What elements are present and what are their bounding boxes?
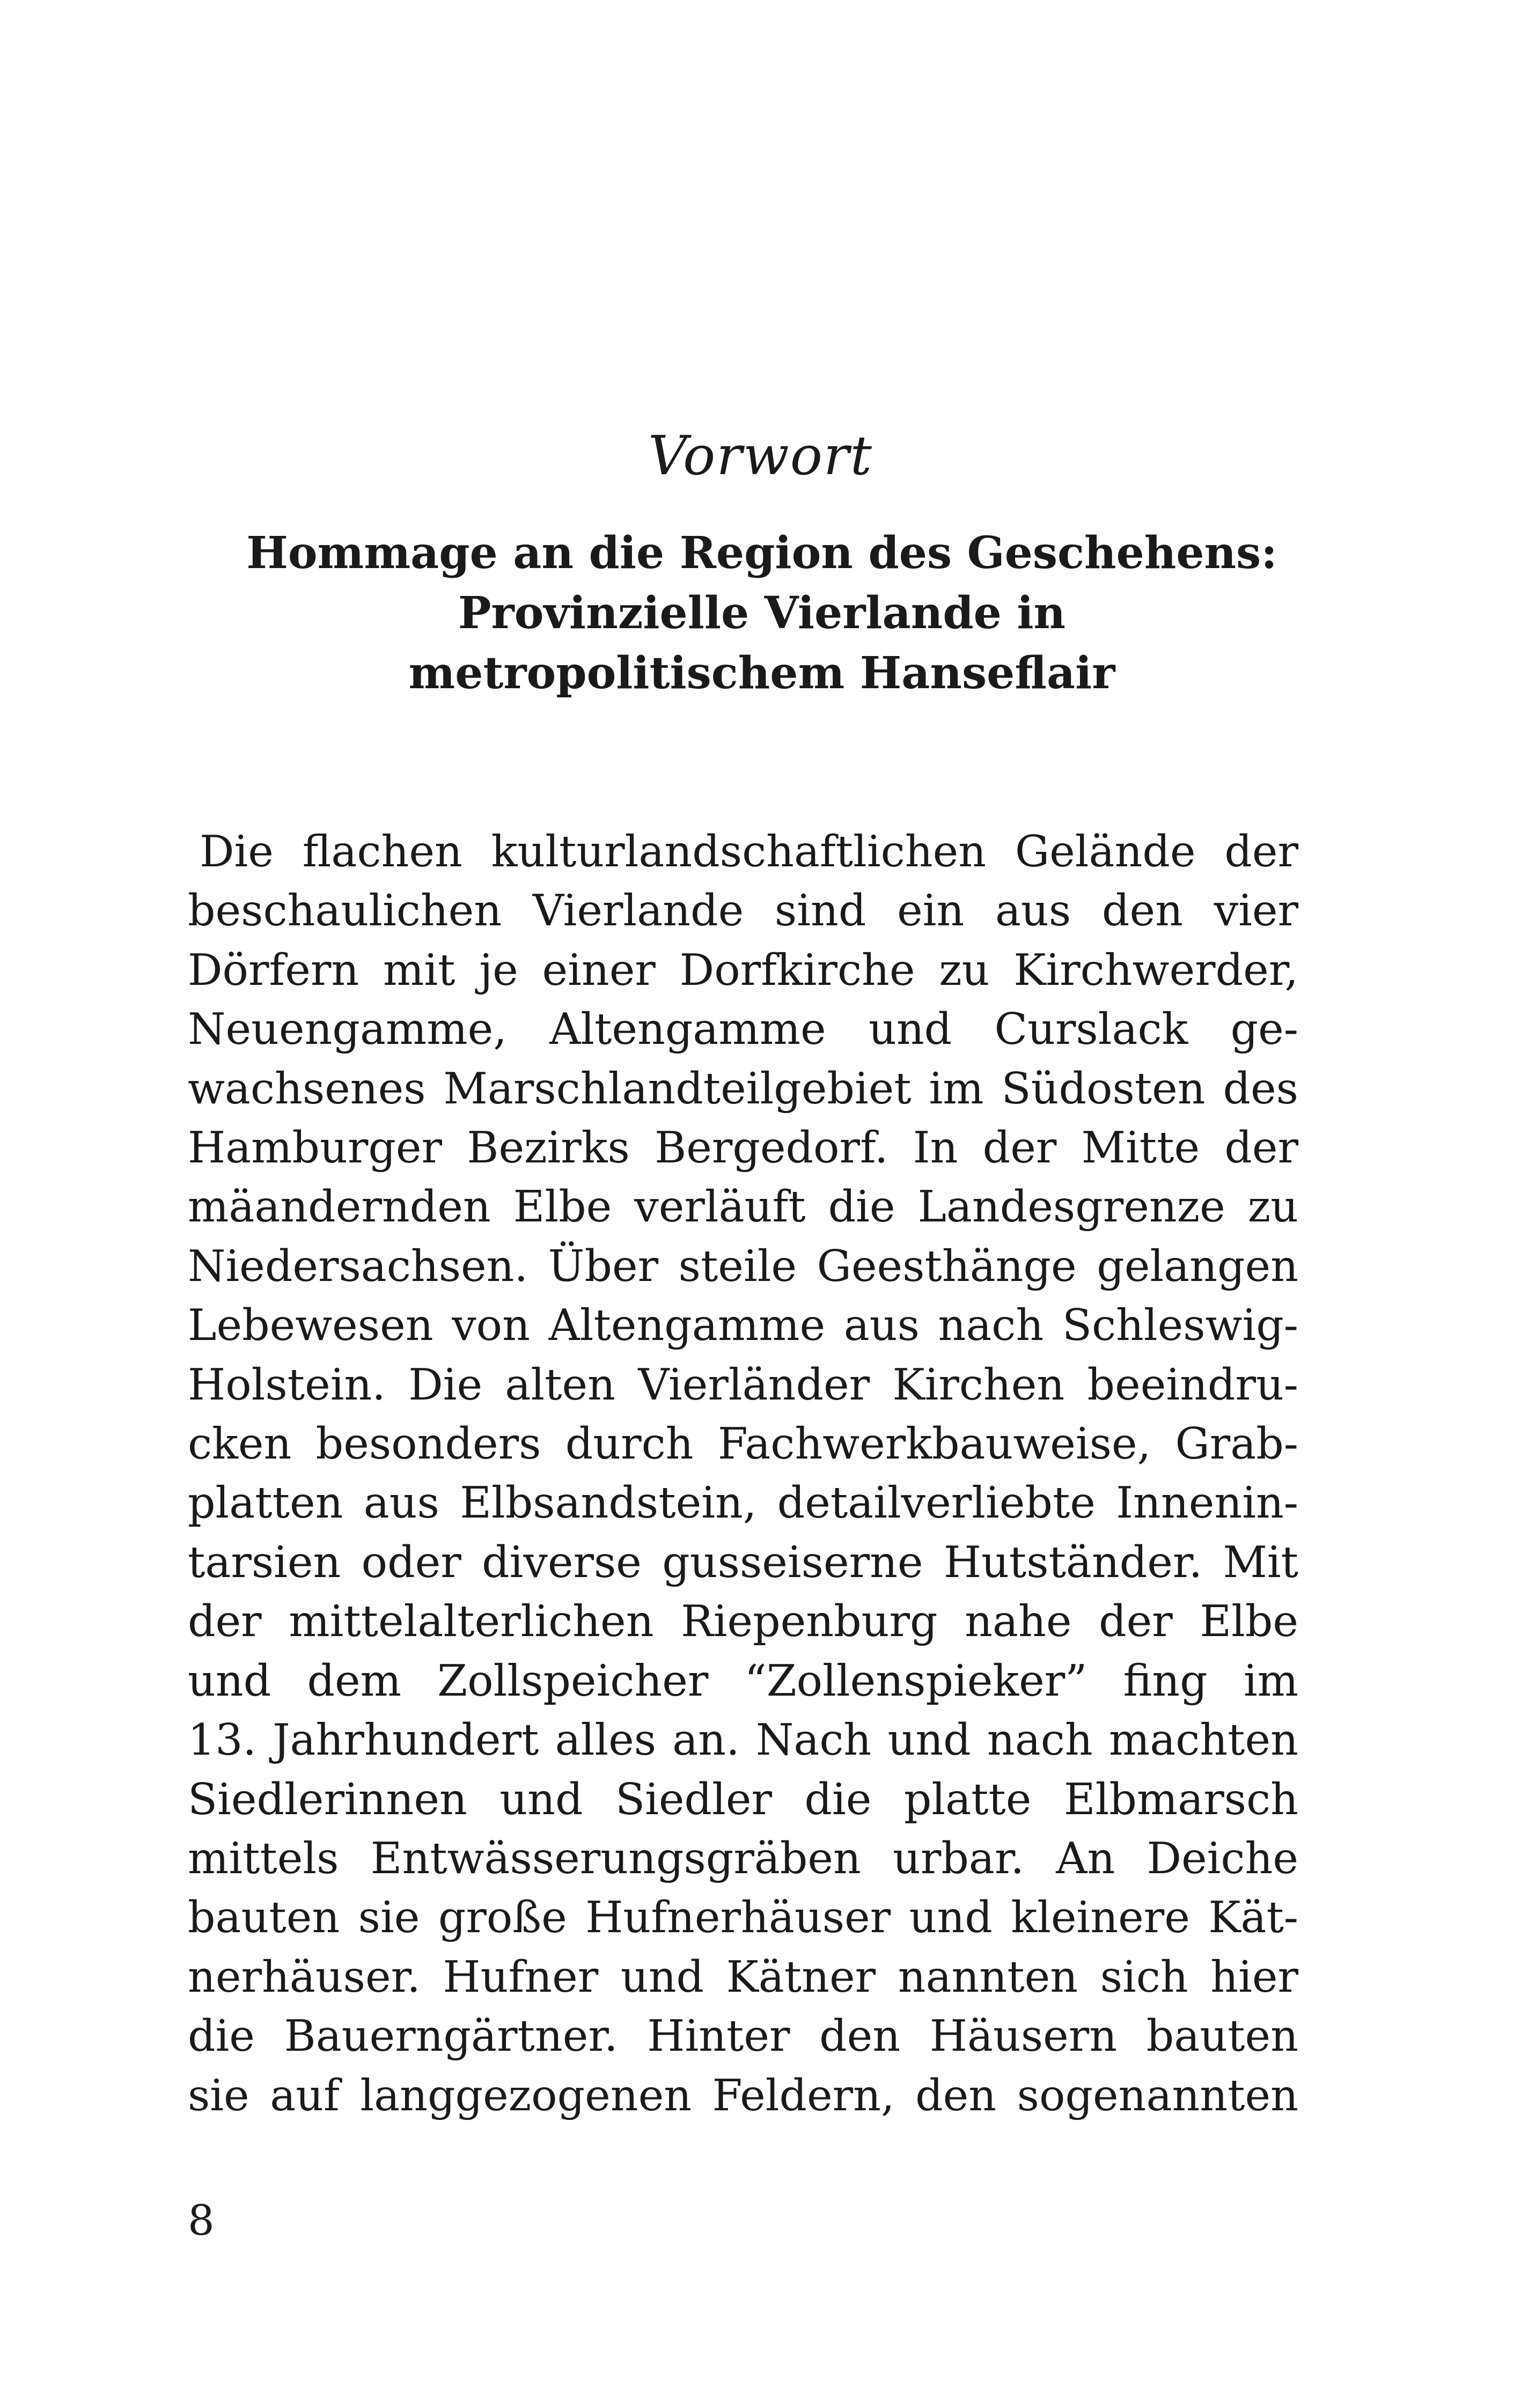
- chapter-subtitle: [177, 523, 1347, 703]
- text-line: 13. Jahrhundert alles an. Nach und nach machten: [188, 1714, 1298, 1765]
- text-line: cken besonders durch Fachwerkbauweise, Grab-: [188, 1418, 1298, 1469]
- subtitle-line: metropolitischem Hanseflair: [408, 647, 1115, 699]
- text-line: beschaulichen Vierlande sind ein aus den vier: [188, 885, 1298, 936]
- page-number: 8: [188, 2197, 215, 2245]
- text-line: platten aus Elbsandstein, detailverliebte Innenin-: [188, 1477, 1298, 1528]
- text-line: tarsien oder diverse gusseiserne Hutständer. Mit: [188, 1536, 1298, 1587]
- text-line: Dörfern mit je einer Dorfkirche zu Kirchwerder,: [188, 944, 1298, 995]
- text-line: die Bauerngärtner. Hinter den Häusern bauten: [188, 2011, 1298, 2061]
- text-line: wachsenes Marschlandteilgebiet im Südosten des: [188, 1063, 1298, 1114]
- text-line: Lebewesen von Altengamme aus nach Schleswig-: [188, 1300, 1298, 1351]
- text-line: mittels Entwässerungsgräben urbar. An Deiche: [188, 1832, 1298, 1883]
- text-line: Hamburger Bezirks Bergedorf. In der Mitte der: [188, 1122, 1298, 1173]
- text-line: Neuengamme, Altengamme und Curslack ge-: [188, 1004, 1298, 1055]
- text-line: Die flachen kulturlandschaftlichen Gelände der: [200, 826, 1298, 877]
- text-line: Niedersachsen. Über steile Geesthänge gelangen: [188, 1240, 1298, 1291]
- text-line: bauten sie große Hufnerhäuser und kleinere Kät-: [188, 1892, 1298, 1943]
- text-line: der mittelalterlichen Riepenburg nahe der Elbe: [188, 1596, 1298, 1647]
- text-line: und dem Zollspeicher “Zollenspieker” fing im: [188, 1655, 1298, 1706]
- subtitle-line: Provinzielle Vierlande in: [458, 587, 1066, 639]
- text-line: Siedlerinnen und Siedler die platte Elbmarsch: [188, 1773, 1298, 1824]
- text-line: Holstein. Die alten Vierländer Kirchen beeindru-: [188, 1359, 1298, 1410]
- subtitle-line: Hommage an die Region des Geschehens:: [246, 527, 1277, 579]
- chapter-title: Vorwort: [648, 424, 873, 487]
- text-line: sie auf langgezogenen Feldern, den sogenannten: [188, 2070, 1298, 2120]
- body-paragraph: [188, 822, 1298, 2125]
- text-line: mäandernden Elbe verläuft die Landesgrenze zu: [188, 1181, 1298, 1232]
- text-line: nerhäuser. Hufner und Kätner nannten sich hier: [188, 1951, 1298, 2002]
